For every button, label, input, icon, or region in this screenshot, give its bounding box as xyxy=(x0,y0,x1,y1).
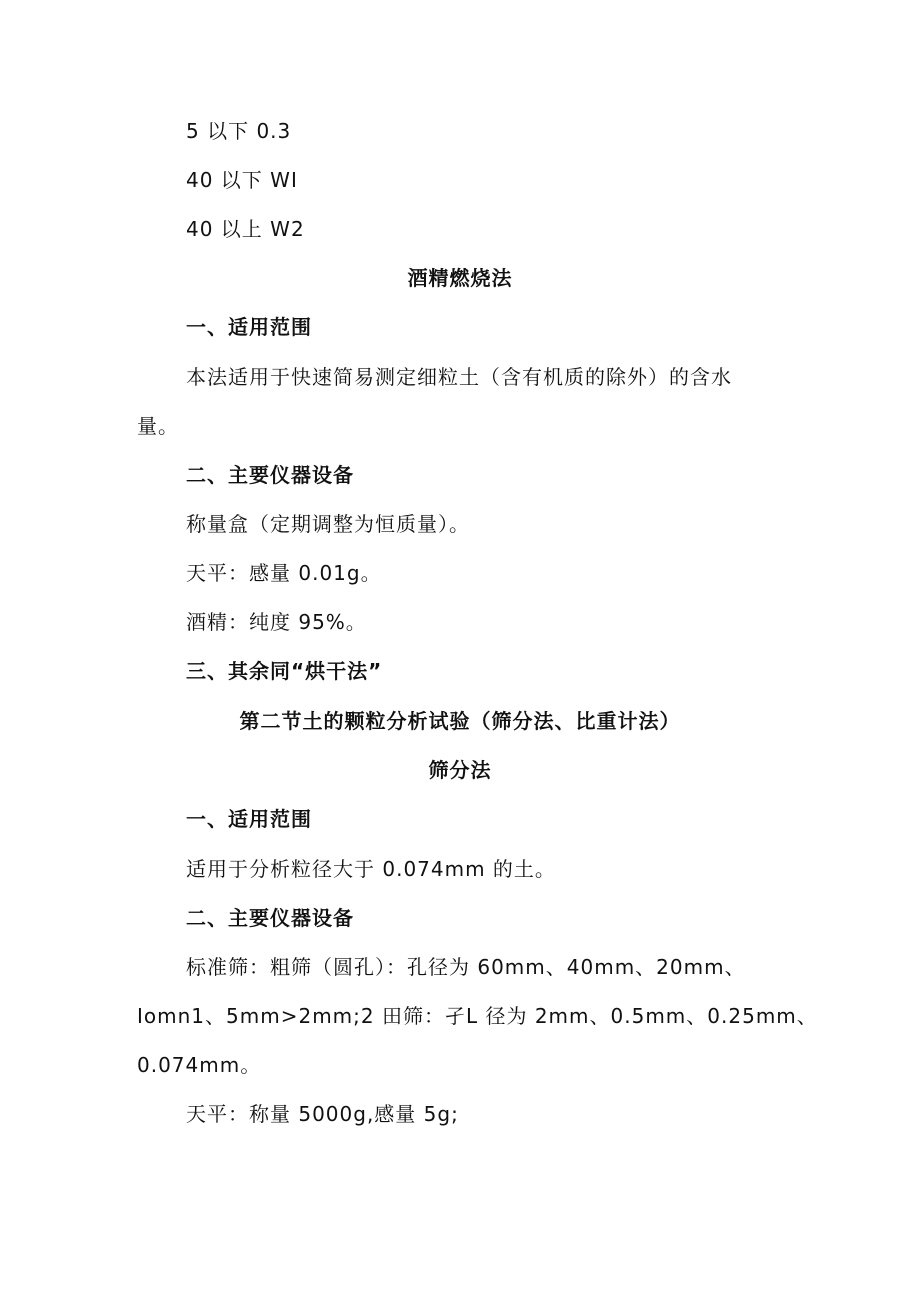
chapter-title: 第二节土的颗粒分析试验（筛分法、比重计法） xyxy=(239,709,681,733)
subsection-heading: 三、其余同“烘干法” xyxy=(186,659,383,683)
section-title: 筛分法 xyxy=(428,758,492,782)
section-title: 酒精燃烧法 xyxy=(407,266,513,290)
subsection-heading: 一、适用范围 xyxy=(186,315,312,339)
paragraph-text: 天平：感量 0.01g。 xyxy=(186,561,382,585)
paragraph-text: 适用于分析粒径大于 0.074mm 的土。 xyxy=(186,857,556,881)
table-row-text: 40 以上 W2 xyxy=(186,217,305,241)
table-row-text: 5 以下 0.3 xyxy=(186,119,292,143)
paragraph-text: 量。 xyxy=(137,414,179,438)
subsection-heading: 二、主要仪器设备 xyxy=(186,463,354,487)
paragraph-text: 称量盒（定期调整为恒质量）。 xyxy=(186,512,470,536)
paragraph-text: Iomn1、5mm>2mm;2 田筛：孑L 径为 2mm、0.5mm、0.25mm、 xyxy=(137,1004,818,1028)
table-row-text: 40 以下 WI xyxy=(186,168,298,192)
paragraph-text: 酒精：纯度 95%。 xyxy=(186,610,367,634)
paragraph-text: 标准筛：粗筛（圆孔）：孔径为 60mm、40mm、20mm、 xyxy=(186,955,746,979)
paragraph-text: 天平：称量 5000g,感量 5g; xyxy=(186,1102,459,1126)
subsection-heading: 一、适用范围 xyxy=(186,807,312,831)
paragraph-text: 本法适用于快速简易测定细粒土（含有机质的除外）的含水 xyxy=(186,365,732,389)
paragraph-text: 0.074mm。 xyxy=(137,1053,262,1077)
subsection-heading: 二、主要仪器设备 xyxy=(186,906,354,930)
